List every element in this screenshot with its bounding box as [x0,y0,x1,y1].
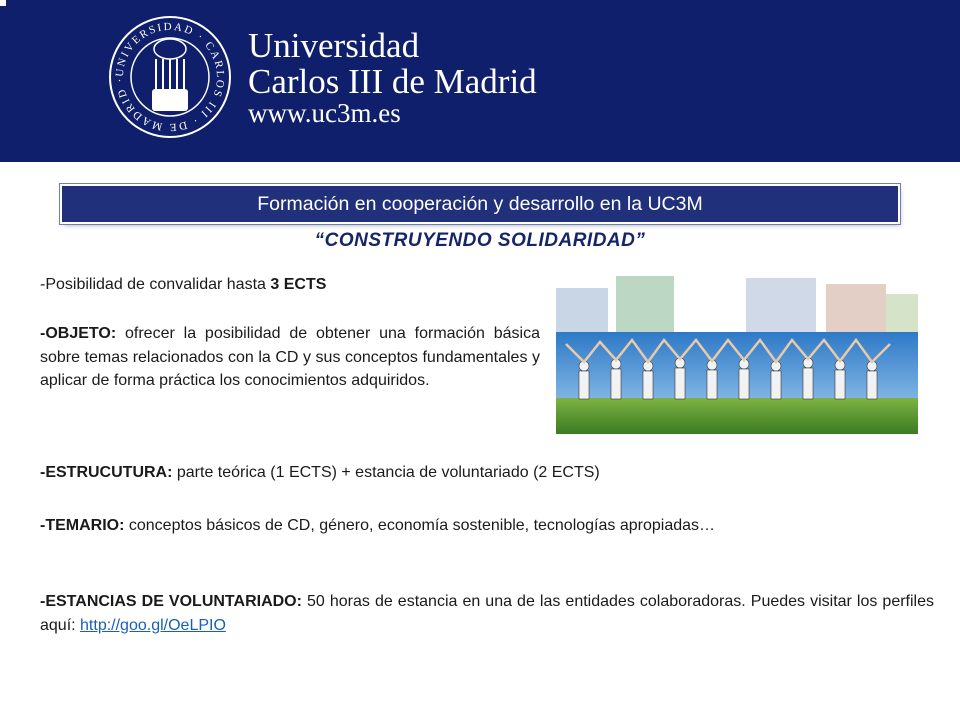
volunteer-label: -ESTANCIAS DE VOLUNTARIADO: [40,593,302,610]
header-bar [0,0,960,162]
slide-subtitle: “CONSTRUYENDO SOLIDARIDAD” [314,230,646,251]
syllabus-label: -TEMARIO: [40,517,125,534]
volunteer-text: 50 horas de estancia en una de las entidades colaboradoras. Puedes visitar los perfiles aquí: [40,593,935,634]
corner-mark [0,0,6,6]
seal-ring-text: UNIVERSIDAD · CARLOS III · DE MADRID · [113,20,227,134]
structure-label: -ESTRUCUTURA: [40,464,173,481]
profiles-link[interactable]: http://goo.gl/OeLPIO [80,616,226,634]
convalidation-credits: 3 ECTS [270,276,327,293]
university-name-line1: Universidad [248,26,420,65]
people-holding-hands-image [556,274,918,434]
syllabus-text: conceptos básicos de CD, género, economía sostenible, tecnologías apropiadas… [124,517,716,534]
objective-text: ofrecer la posibilidad de obtener una formación básica sobre temas relacionados con la CD y sus conceptos fundamentales y aplicar de forma práctica los conocimientos adquiridos. [40,325,540,389]
banner-title: Formación en cooperación y desarrollo en la UC3M [257,192,703,215]
objective-label: -OBJETO: [40,325,117,342]
title-banner [62,186,898,222]
structure-paragraph [40,461,934,485]
syllabus-paragraph [40,514,934,538]
convalidation-text: -Posibilidad de convalidar hasta [40,276,271,293]
university-website: www.uc3m.es [248,98,401,128]
volunteer-paragraph [40,590,934,637]
university-name-line2: Carlos III de Madrid [248,62,537,101]
structure-text: parte teórica (1 ECTS) + estancia de voluntariado (2 ECTS) [172,464,600,481]
objective-paragraph [40,322,540,393]
convalidation-paragraph [40,273,540,297]
university-seal-icon [108,15,232,139]
